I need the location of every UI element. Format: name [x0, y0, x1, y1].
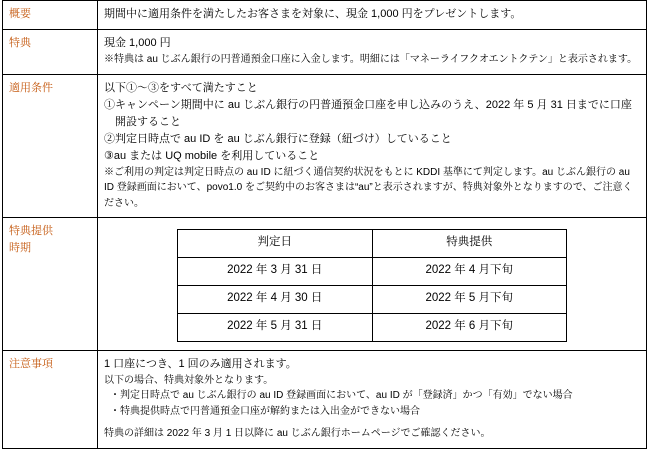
- condition-2: ②判定日時点で au ID を au じぶん銀行に登録（紐づけ）していること: [104, 132, 452, 145]
- notes-line-2: 以下の場合、特典対象外となります。: [104, 374, 274, 386]
- row-body-notes: [98, 350, 647, 448]
- benefit-amount: 現金 1,000 円: [104, 37, 171, 50]
- row-label-overview: 概要: [3, 1, 98, 30]
- schedule-cell-date: 2022 年 5 月 31 日: [178, 313, 373, 341]
- schedule-cell-provision: 2022 年 5 月下旬: [372, 285, 567, 313]
- overview-text: 期間中に適用条件を満たしたお客さまを対象に、現金 1,000 円をプレゼントします。: [104, 8, 522, 20]
- condition-3: ③au または UQ mobile を利用していること: [104, 149, 320, 162]
- notes-spacer: [104, 419, 640, 426]
- row-label-notes: 注意事項: [3, 350, 98, 448]
- notes-bullet-2: ・特典提供時点で円普通預金口座が解約または入出金ができない場合: [110, 405, 420, 417]
- notes-bullet-1: ・判定日時点で au じぶん銀行の au ID 登録画面において、au ID が「登録済」かつ「有効」でない場合: [110, 390, 573, 402]
- terms-table: [2, 0, 647, 449]
- conditions-intro: 以下①～③をすべて満たすこと: [104, 81, 258, 94]
- row-body-conditions: [98, 74, 647, 218]
- condition-1: ①キャンペーン期間中に au じぶん銀行の円普通預金口座を申し込みのうえ、2022 年 5 月 31 日までに口座開設すること: [104, 98, 632, 128]
- schedule-cell-date: 2022 年 4 月 30 日: [178, 285, 373, 313]
- schedule-col-benefit-provision: 特典提供: [372, 230, 567, 258]
- notes-footer: 特典の詳細は 2022 年 3 月 1 日以降に au じぶん銀行ホームページでご確認ください。: [104, 428, 491, 440]
- schedule-label-line-1: 特典提供: [9, 225, 53, 238]
- table-row: [3, 30, 647, 75]
- row-body-schedule: [98, 218, 647, 350]
- table-row: [3, 1, 647, 30]
- schedule-cell-provision: 2022 年 4 月下旬: [372, 258, 567, 286]
- row-label-schedule: [3, 218, 98, 350]
- table-row: [3, 350, 647, 448]
- schedule-label-line-2: 時期: [9, 242, 31, 255]
- schedule-table-wrapper: [104, 223, 640, 343]
- table-row: [3, 218, 647, 350]
- schedule-cell-date: 2022 年 3 月 31 日: [178, 258, 373, 286]
- benefit-note: ※特典は au じぶん銀行の円普通預金口座に入金します。明細には「マネーライフクオエントクテン」と表示されます。: [104, 54, 638, 66]
- row-body-overview: [98, 1, 647, 30]
- schedule-col-judgement-date: 判定日: [178, 230, 373, 258]
- row-label-benefit: 特典: [3, 30, 98, 75]
- row-body-benefit: [98, 30, 647, 75]
- row-label-conditions: 適用条件: [3, 74, 98, 218]
- table-row: [178, 313, 567, 341]
- table-row: [178, 258, 567, 286]
- table-row: [3, 74, 647, 218]
- schedule-cell-provision: 2022 年 6 月下旬: [372, 313, 567, 341]
- schedule-header-row: [178, 230, 567, 258]
- table-row: [178, 285, 567, 313]
- notes-line-1: 1 口座につき、1 回のみ適用されます。: [104, 357, 297, 370]
- schedule-table: [177, 229, 567, 341]
- conditions-note: ※ご利用の判定は判定日時点の au ID に紐づく通信契約状況をもとに KDDI 基準にて判定します。au じぶん銀行の au ID 登録画面において、povo1.0 をご契約中のお客さまは“au”と表示されますが、特典対象外となりますので、ご注意ください。: [104, 166, 633, 209]
